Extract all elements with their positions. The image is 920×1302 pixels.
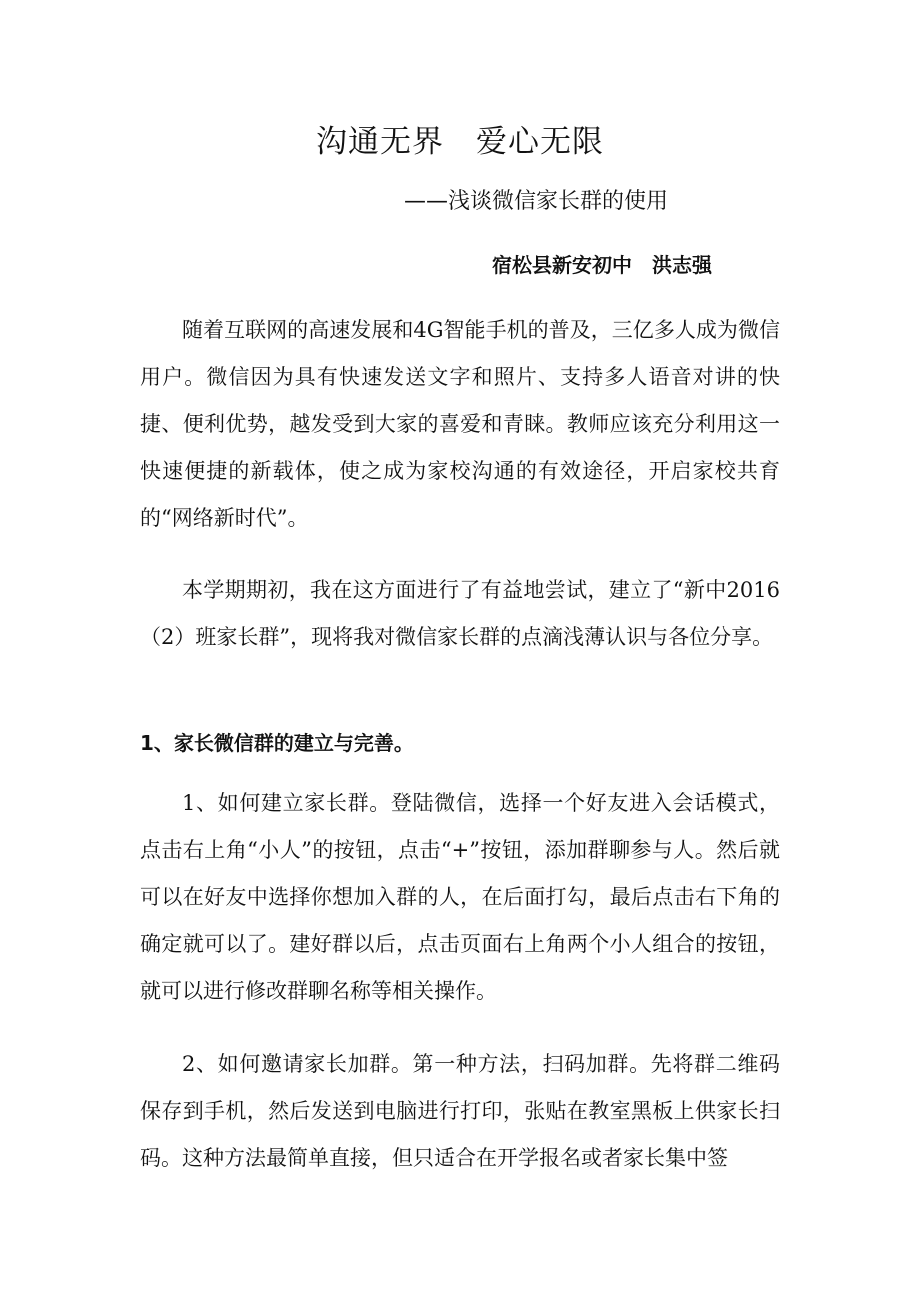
- section-heading: 1、家长微信群的建立与完善。: [140, 731, 414, 755]
- paragraph-intro: 随着互联网的高速发展和4G智能手机的普及，三亿多人成为微信用户。微信因为具有快速发送文字和照片、支持多人语音对讲的快捷、便利优势，越发受到大家的喜爱和青睐。教师应该充分利用这一快速便捷的新载体，使之成为家校沟通的有效途径，开启家校共育的“网络新时代”。: [140, 318, 780, 530]
- document-author: 宿松县新安初中 洪志强: [492, 253, 712, 277]
- paragraph-semester: 本学期期初，我在这方面进行了有益地尝试，建立了“新中2016（2）班家长群”，现将我对微信家长群的点滴浅薄认识与各位分享。: [140, 578, 780, 649]
- document-subtitle: ——浅谈微信家长群的使用: [404, 189, 669, 214]
- paragraph-invite-parents: 2、如何邀请家长加群。第一种方法，扫码加群。先将群二维码保存到手机，然后发送到电脑进行打印，张贴在教室黑板上供家长扫码。这种方法最简单直接，但只适合在开学报名或者家长集中签: [140, 1052, 780, 1170]
- paragraph-create-group: 1、如何建立家长群。登陆微信，选择一个好友进入会话模式，点击右上角“小人”的按钮，点击“+”按钮，添加群聊参与人。然后就可以在好友中选择你想加入群的人，在后面打勾，最后点击右下角的确定就可以了。建好群以后，点击页面右上角两个小人组合的按钮，就可以进行修改群聊名称等相关操作。: [140, 791, 780, 1003]
- document-title: 沟通无界 爱心无限: [316, 124, 604, 160]
